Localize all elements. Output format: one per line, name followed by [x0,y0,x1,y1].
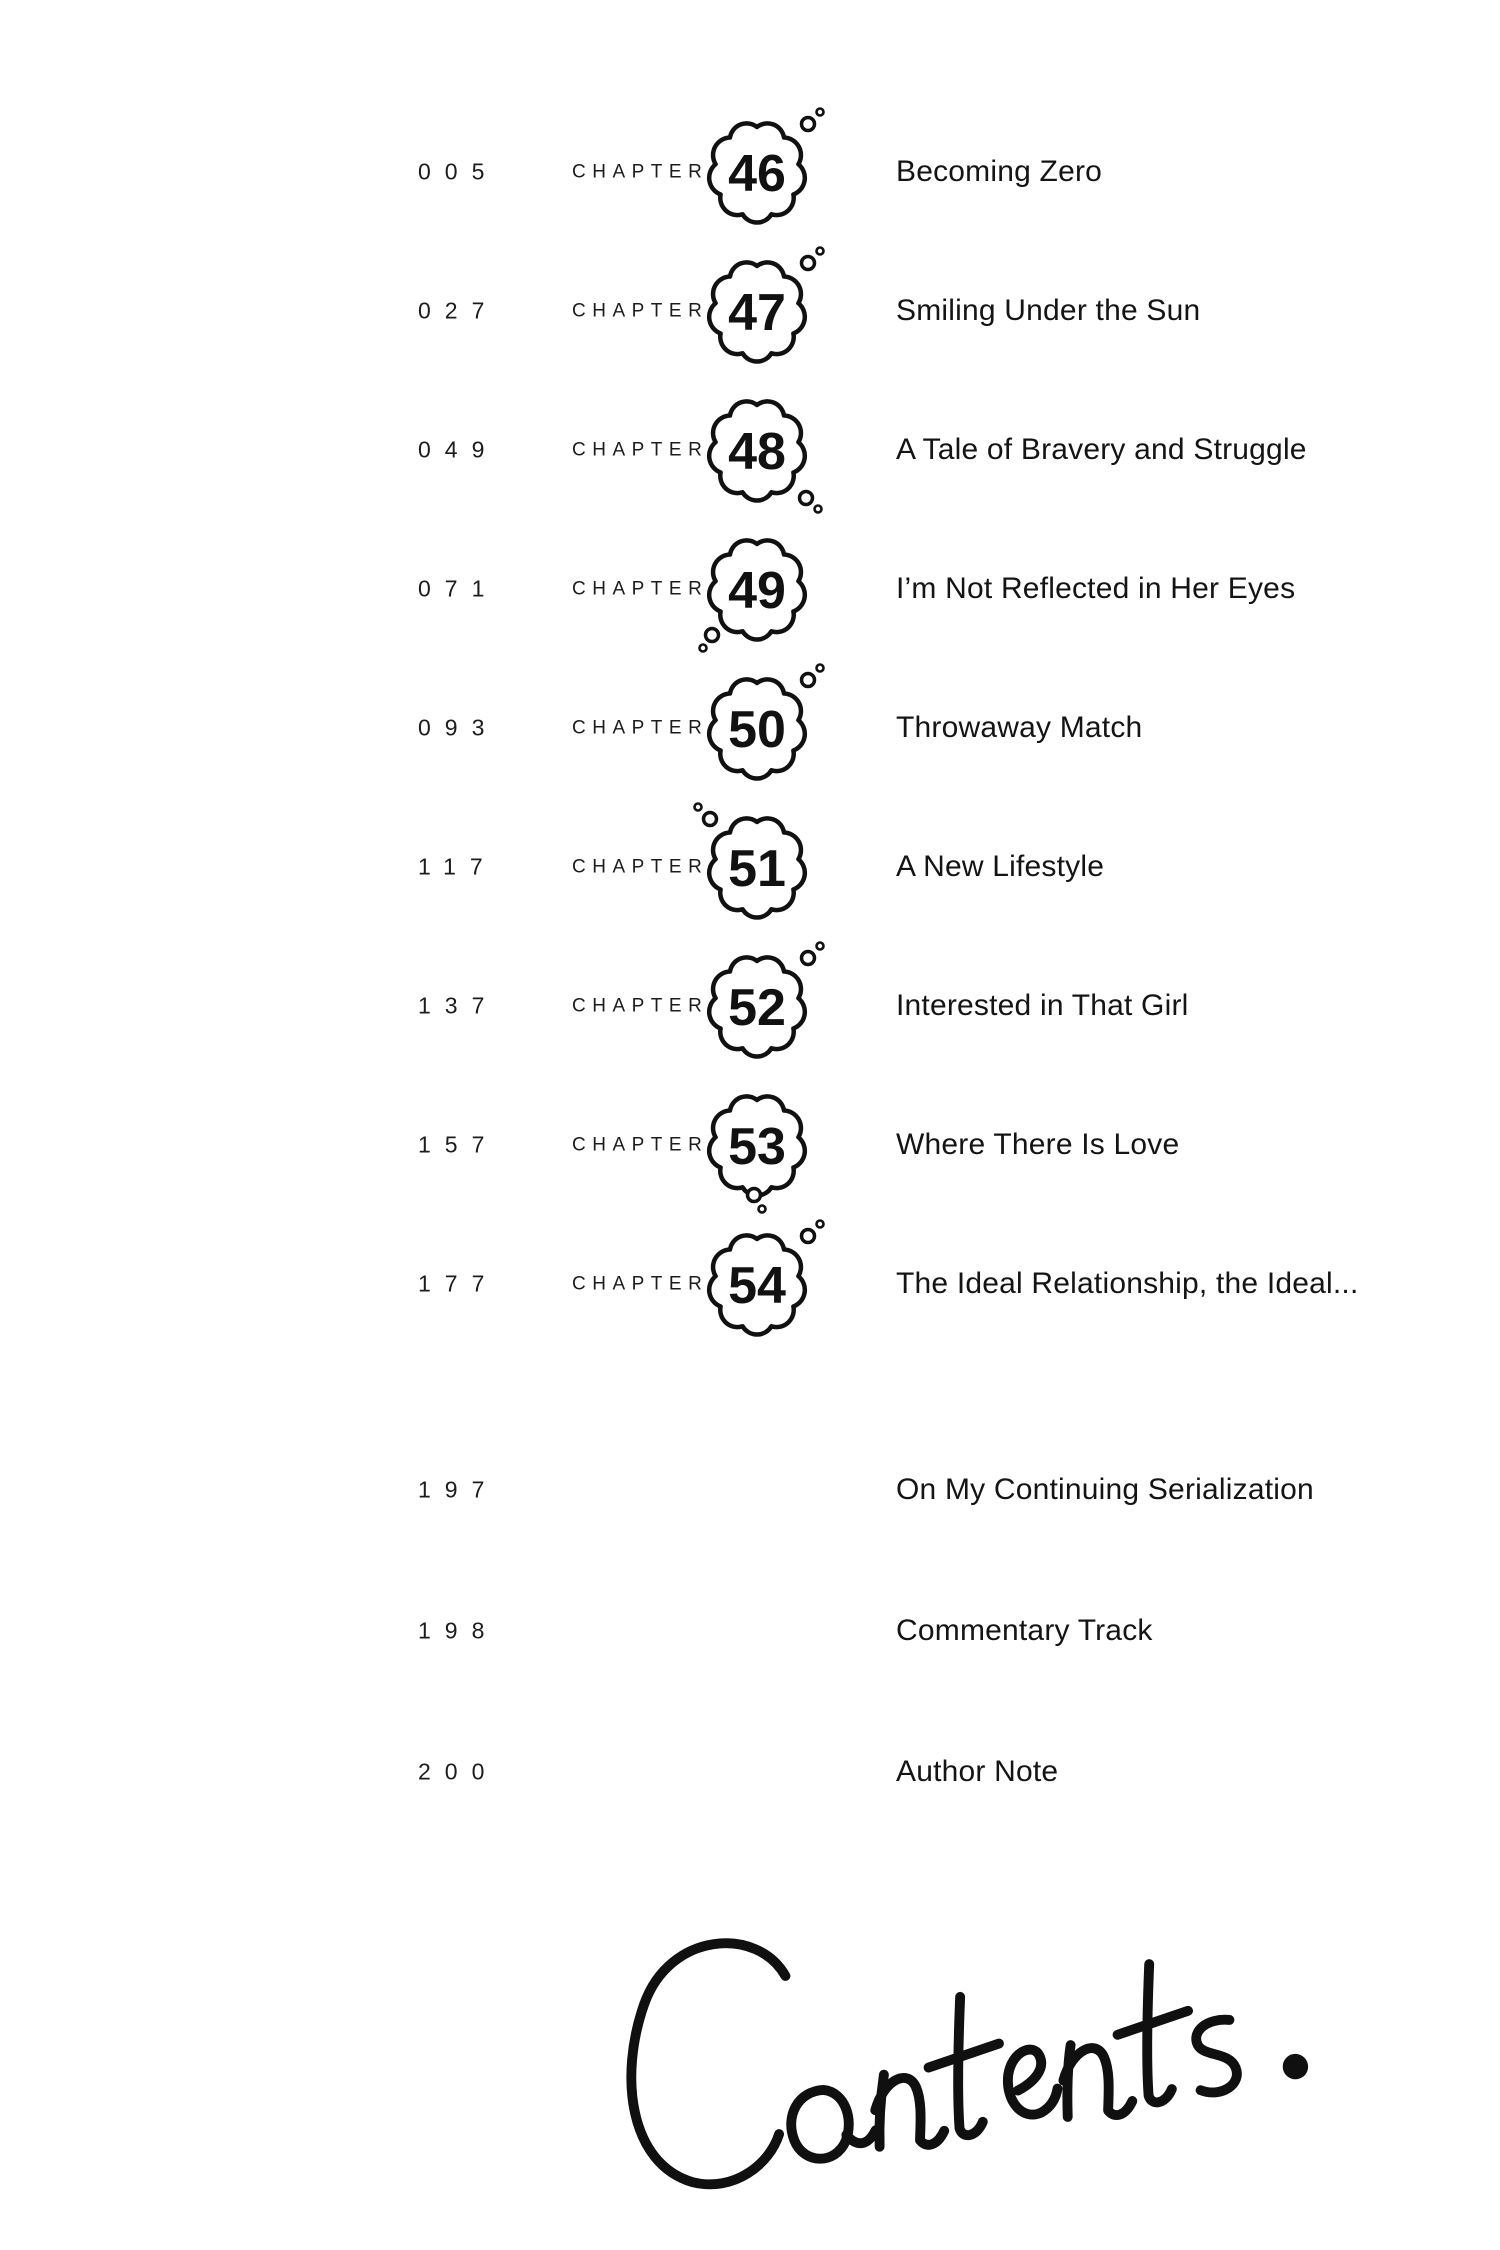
chapter-title: Throwaway Match [896,711,1143,744]
bubble-tail-small [817,1221,824,1228]
chapter-number: 54 [728,1257,786,1315]
page-number: 071 [418,575,499,602]
bubble-tail-small [817,248,824,255]
thought-bubble-icon [688,1210,826,1362]
chapter-title: The Ideal Relationship, the Ideal... [896,1267,1359,1300]
bubble-tail-small [817,943,824,950]
chapter-title: Where There Is Love [896,1128,1180,1161]
bubble-tail-large [802,1230,815,1243]
chapter-label: CHAPTER [572,1273,709,1295]
bubble-tail-small [700,645,707,652]
chapter-label: CHAPTER [572,439,709,461]
chapter-number: 53 [728,1118,786,1176]
chapter-title: A New Lifestyle [896,850,1105,883]
chapter-label: CHAPTER [572,161,709,183]
chapter-label: CHAPTER [572,856,709,878]
thought-bubble-icon [688,515,826,667]
page-number: 198 [418,1617,499,1644]
bubble-tail-small [817,665,824,672]
extra-title: Author Note [896,1755,1059,1788]
thought-bubble-icon [688,793,826,945]
page-number: 027 [418,297,499,324]
bubble-tail-large [706,629,719,642]
chapter-number: 51 [728,840,786,898]
page-number: 177 [418,1270,499,1297]
chapter-title: Smiling Under the Sun [896,294,1201,327]
page-number: 093 [418,714,499,741]
page-number: 005 [418,158,499,185]
bubble-tail-large [802,257,815,270]
chapter-title: Interested in That Girl [896,989,1189,1022]
chapter-title: A Tale of Bravery and Struggle [896,433,1307,466]
chapter-title: Becoming Zero [896,155,1103,188]
chapter-label: CHAPTER [572,1134,709,1156]
thought-bubble-icon [688,1071,826,1223]
bubble-tail-large [800,492,813,505]
page-number: 049 [418,436,499,463]
chapter-number: 46 [728,145,786,203]
thought-bubble-icon [688,98,826,250]
bubble-tail-small [815,506,822,513]
page-number: 197 [418,1476,499,1503]
handwriting-contents-icon [531,1795,1369,2250]
bubble-tail-large [802,118,815,131]
thought-bubble-icon [688,654,826,806]
chapter-label: CHAPTER [572,300,709,322]
bubble-tail-large [748,1189,761,1202]
chapter-number: 49 [728,562,786,620]
extra-title: Commentary Track [896,1614,1153,1647]
chapter-number: 47 [728,284,786,342]
chapter-number: 48 [728,423,786,481]
page-number: 157 [418,1131,499,1158]
thought-bubble-icon [688,376,826,528]
contents-script-heading [531,1795,1369,2250]
bubble-tail-large [802,952,815,965]
chapter-number: 52 [728,979,786,1037]
bubble-tail-small [695,804,702,811]
thought-bubble-icon [688,237,826,389]
chapter-number: 50 [728,701,786,759]
chapter-label: CHAPTER [572,995,709,1017]
chapter-label: CHAPTER [572,578,709,600]
page-number: 117 [418,853,497,880]
thought-bubble-icon [688,932,826,1084]
chapter-label: CHAPTER [572,717,709,739]
bubble-tail-small [817,109,824,116]
extra-title: On My Continuing Serialization [896,1473,1314,1506]
bubble-tail-large [704,813,717,826]
chapter-title: I’m Not Reflected in Her Eyes [896,572,1296,605]
bubble-tail-large [802,674,815,687]
page-number: 200 [418,1758,499,1785]
page-number: 137 [418,992,499,1019]
